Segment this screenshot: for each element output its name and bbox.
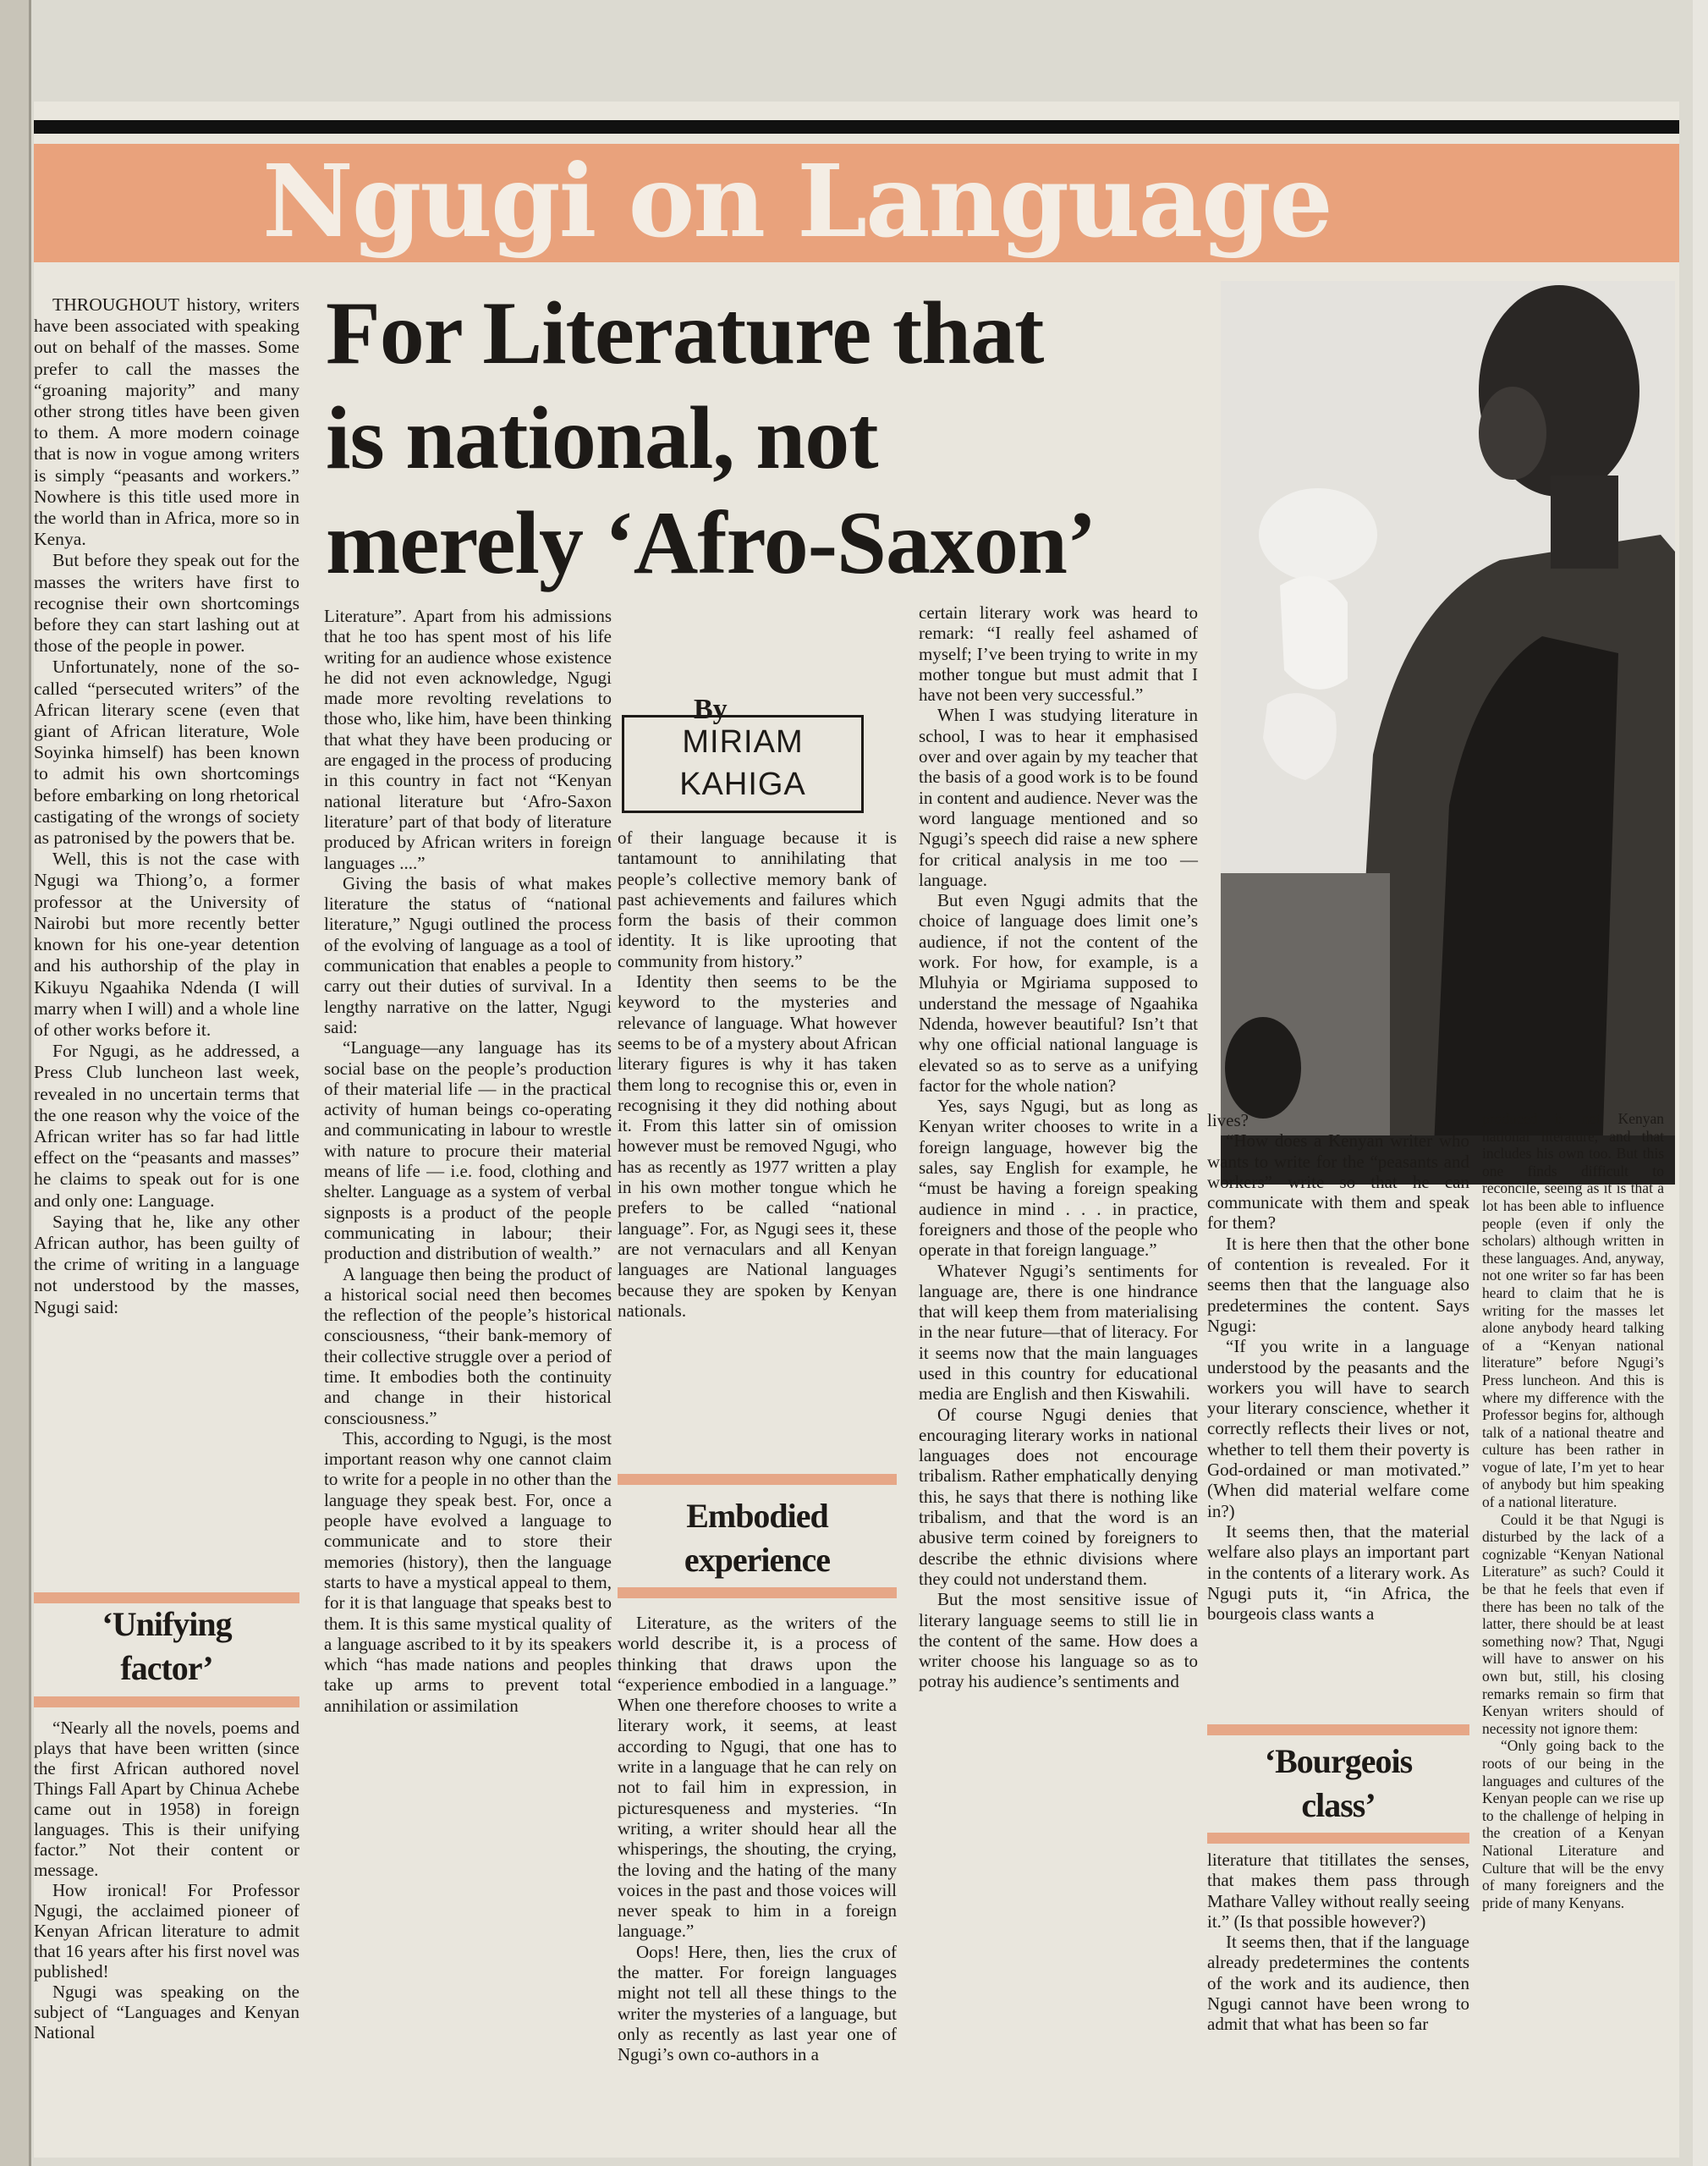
paragraph: literature that titillates the senses, that makes them pass through Mathare Valley without really seeing it.” (Is that possible however?) [1207,1850,1469,1932]
top-rule [34,120,1679,134]
paragraph: For Ngugi, as he addressed, a Press Club luncheon last week, revealed in no uncertain terms that the one reason why the voice of the African writer has so far had little effect on the “peasants and masses” he claims to speak out for is one and only one: Language. [34,1041,299,1211]
paragraph: of their language because it is tantamount to annihilating that people’s collective memory bank of past achievements and failures which form the basis of their common identity. It is like uprooting that community from history.” [618,827,897,971]
paragraph: lives? [1207,1110,1249,1130]
byline-box [622,715,864,813]
subhead-line: Embodied [686,1497,828,1535]
paragraph: certain literary work was heard to remark: “I really feel ashamed of myself; I’ve been trying to write in my mother tongue but must admit that I have not been very successful.” [919,602,1198,706]
headline-line-3: merely ‘Afro-Saxon’ [326,493,1096,592]
paragraph: Of course Ngugi denies that encouraging literary works in national languages does not encourage tribalism. Rather emphatically denying this, he says that there is nothing like tribalism, and that the word is an abusive term coined by foreigners to describe the ethnic divisions where they could not understand them. [919,1404,1198,1589]
subhead-rule-bottom [1207,1833,1469,1844]
paragraph: Unfortunately, none of the so-called “persecuted writers” of the African literary scene (even that giant of African literature, Wole Soyinka himself) has been known to admit his own shortcomings before embarking on long rhetorical castigating of the wrongs of society as patronised by the powers that be. [34,657,299,849]
paragraph: But even Ngugi admits that the choice of language does limit one’s audience, if not the content of the work. For how, for example, is a Mluhyia or Mgiriama supposed to understand the message of Ngaahika Ndenda, however beautiful? Isn’t that why one official national language is elevated so as to serve as a unifying factor for the whole nation? [919,890,1198,1096]
paragraph: Whatever Ngugi’s sentiments for language are, there is one hindrance that will keep them from materialising in the near future—that of literacy. For it seems now that the main languages used in this country for educational media are English and then Kiswahili. [919,1260,1198,1405]
column-2 [324,606,612,2070]
paragraph: Giving the basis of what makes literature the status of “national literature,” Ngugi outlined the process of the evolving of language as a tool of communication that enables a people to carry out their duties of survival. In a lengthy narrative on the latter, Ngugi said: [324,872,612,1037]
column-5-continued [1207,1850,1469,2070]
paragraph: A language then being the product of a historical social need then becomes the reflection of the people’s historical consciousness, “their bank-memory of their collective struggle over a period of time. It embodies both the continuity and change in their historical consciousness.” [324,1263,612,1428]
paragraph: How ironical! For Professor Ngugi, the acclaimed pioneer of Kenyan African literature to admit that 16 years after his first novel was published! [34,1880,299,1982]
paragraph: Identity then seems to be the keyword to the mysteries and relevance of language. What however seems to be of a mystery about African literary figures is why it has taken them long to recognise this or, even in recognising it they did nothing about it. From this latter sin of omission however must be removed Ngugi, who has as recently as 1977 written a play in his own mother tongue which he prefers to be called “national language”. For, as Ngugi sees it, these are not vernaculars and all Kenyan languages are National languages because they are spoken by Kenyan nationals. [618,971,897,1321]
subhead-line: class’ [1301,1786,1376,1824]
ngugi-photo [1221,281,1675,1185]
subhead-embodied-experience [618,1494,897,1582]
paragraph: When I was studying literature in school, I was to hear it emphasised over and over again by my teacher that the basis of a good work is to be found in content and audience. Never was the word language mentioned and so Ngugi’s speech did raise a new sphere for critical analysis in me too — language. [919,705,1198,890]
paragraph: Literature”. Apart from his admissions that he too has spent most of his life writing for an audience whose existence he did not even acknowledge, Ngugi made more revolting revelations to those who, like him, have been thinking that what they have been producing or are engaged in the process of producing in this country in fact not “Kenyan national literature but ‘Afro-Saxon literature’ part of that body of literature produced by African writers in foreign languages ....” [324,606,612,873]
subhead-rule-bottom [34,1696,299,1707]
paragraph: “Nearly all the novels, poems and plays that have been written (since the first African authored novel Things Fall Apart by Chinua Achebe came out in 1958) in foreign languages. This is their unifying factor.” Not their content or message. [34,1718,299,1880]
column-3-continued [618,1613,897,2070]
subhead-bourgeois-class [1207,1740,1469,1828]
paragraph: “If you write in a language understood by the peasants and the workers you will have to search your literary conscience, whether it correctly reflects their lives or not, whether to tell them their poverty is God-ordained or man motivated.” (When did material welfare come in?) [1207,1336,1469,1521]
headline-line-1: For Literature that [326,283,1044,382]
column-1 [34,294,299,1667]
column-6 [1482,1110,1664,2066]
headline-line-2: is national, not [326,388,878,487]
paragraph: Yes, says Ngugi, but as long as Kenyan writer chooses to write in a foreign language, however big the sales, say English for example, he “must be having a foreign speaking audience in mind . . . in practice, foreigners and those of the people who operate in that foreign language.” [919,1096,1198,1261]
byline-by: By [694,694,728,725]
kicker-title: Ngugi on Language [262,142,1332,260]
paragraph: “How does a Kenyan writer who wants to write for the “peasants and workers” write so that he can communicate with them and speak for them? [1207,1130,1469,1234]
paragraph: Well, this is not the case with Ngugi wa Thiong’o, a former professor at the University of Nairobi but more recently better known for his one-year detention and his authorship of the play in Kikuyu Ngaahika Ndenda (I will marry when I will) and a whole line of other works before it. [34,849,299,1040]
subhead-line: experience [684,1541,831,1579]
subhead-rule-top [618,1474,897,1485]
subhead-line: ‘Bourgeois [1264,1742,1413,1780]
paragraph: But before they speak out for the masses the writers have first to recognise their own shortcomings before they can start lashing out at those of the people in power. [34,550,299,657]
paragraph: Oops! Here, then, lies the crux of the matter. For foreign languages might not tell all these things to the writer the mysteries of a language, but only as recently as last year one of Ngugi’s own co-authors in a [618,1941,897,2065]
subhead-rule-top [1207,1724,1469,1735]
byline-name-line-1: MIRIAM [682,724,804,760]
paragraph: But the most sensitive issue of literary language seems to still lie in the content of the same. How does a writer choose his language so as to potray his audience’s sentiments and [919,1589,1198,1692]
subhead-line: ‘Unifying [102,1605,232,1643]
column-1-continued [34,1718,299,2064]
subhead-unifying-factor [34,1603,299,1690]
paragraph: Could it be that Ngugi is disturbed by the lack of a cognizable “Kenyan National Literature” as such? Could it be that he feels that even if there has been no talk of the latter, there should be at least something now? That, Ngugi will have to answer on his own but, still, his closing remarks remain so firm that Kenyan writers should of necessity not ignore them: [1482,1510,1664,1737]
scan-edge-right [1693,0,1708,2166]
portrait-illustration [1221,281,1675,1185]
subhead-line: factor’ [120,1649,213,1687]
column-3 [618,827,897,1471]
byline-name-line-2: KAHIGA [679,767,806,802]
paragraph: It seems then, that if the language already predetermines the contents of the work and its audience, then Ngugi cannot have been wrong to admit that what has been so far [1207,1932,1469,2035]
subhead-rule-bottom [618,1587,897,1598]
paragraph: Ngugi was speaking on the subject of “Languages and Kenyan National [34,1982,299,2042]
column-4 [919,602,1198,2070]
paragraph: Saying that he, like any other African author, has been guilty of the crime of writing in a language not understood by the masses, Ngugi said: [34,1211,299,1317]
paragraph: It seems then, that the material welfare also plays an important part in the contents of a literary work. As Ngugi puts it, “in Africa, the bourgeois class wants a [1207,1520,1469,1624]
paragraph: “Language—any language has its social base on the people’s production of their material life — in the practical activity of human beings co-operating and communicating in labour to wrestle with nature to procure their material means of life — i.e. food, clothing and shelter. Language as a system of verbal signposts is a product of the people communicating in labour; their production and distribution of wealth.” [324,1037,612,1264]
paragraph: It is here then that the other bone of contention is revealed. For it seems then that the language also predetermines the content. Says Ngugi: [1207,1233,1469,1336]
paragraph: THROUGHOUT history, writers have been associated with speaking out on behalf of the masses. Some prefer to call the masses the “groaning majority” and many other strong titles have been given to them. A more modern coinage that is now in vogue among writers is simply “peasants and workers.” Nowhere is this title used more in the world than in Africa, more so in Kenya. [34,294,299,550]
paragraph: This, according to Ngugi, is the most important reason why one cannot claim to write for a people in no other than the language they speak best. For, once a people have evolved a language to communicate and to store their memories (history), then the language starts to have a mystical appeal to them, for it is that language that speaks best to them. It is this same mystical quality of a language ascribed to it by its speakers which “has made nations and peoples take up arms to prevent total annihilation or assimilation [324,1427,612,1716]
paragraph: produced is not Kenyan national literature, and that includes his own too. But this one finds difficult to reconcile, seeing as it is that a lot has been able to influence people (even if only the scholars) although written in these languages. And, anyway, not one writer so far has been heard to claim that he is writing for the masses let alone anybody heard talking of a “Kenyan national literature” before Ngugi’s Press luncheon. And this is where my difference with the Professor begins for, although talk of a national theatre and culture has been rather in vogue of late, I’m yet to hear of anybody but him speaking of a national literature. [1482,1110,1664,1511]
paragraph: Literature, as the writers of the world describe it, is a process of thinking that draws upon the “experience embodied in a language.” When one therefore chooses to write a literary work, it seems, at least according to Ngugi, that one has to write in a language that he can rely on not to fail him in expression, in picturesqueness and mysteries. “In writing, a writer should hear all the whisperings, the shouting, the crying, the loving and the hating of the many voices in the past and those voices will never speak to him in a foreign language.” [618,1613,897,1942]
scan-edge-left [0,0,31,2166]
paragraph: “Only going back to the roots of our being in the languages and cultures of the Kenyan people can we rise up to the challenge of helping in the creation of a Kenyan National Literature and Culture that will be the envy of many foreigners and the pride of many Kenyans. [1482,1737,1664,1911]
column-5 [1207,1110,1469,1624]
newspaper-page [34,102,1679,2158]
